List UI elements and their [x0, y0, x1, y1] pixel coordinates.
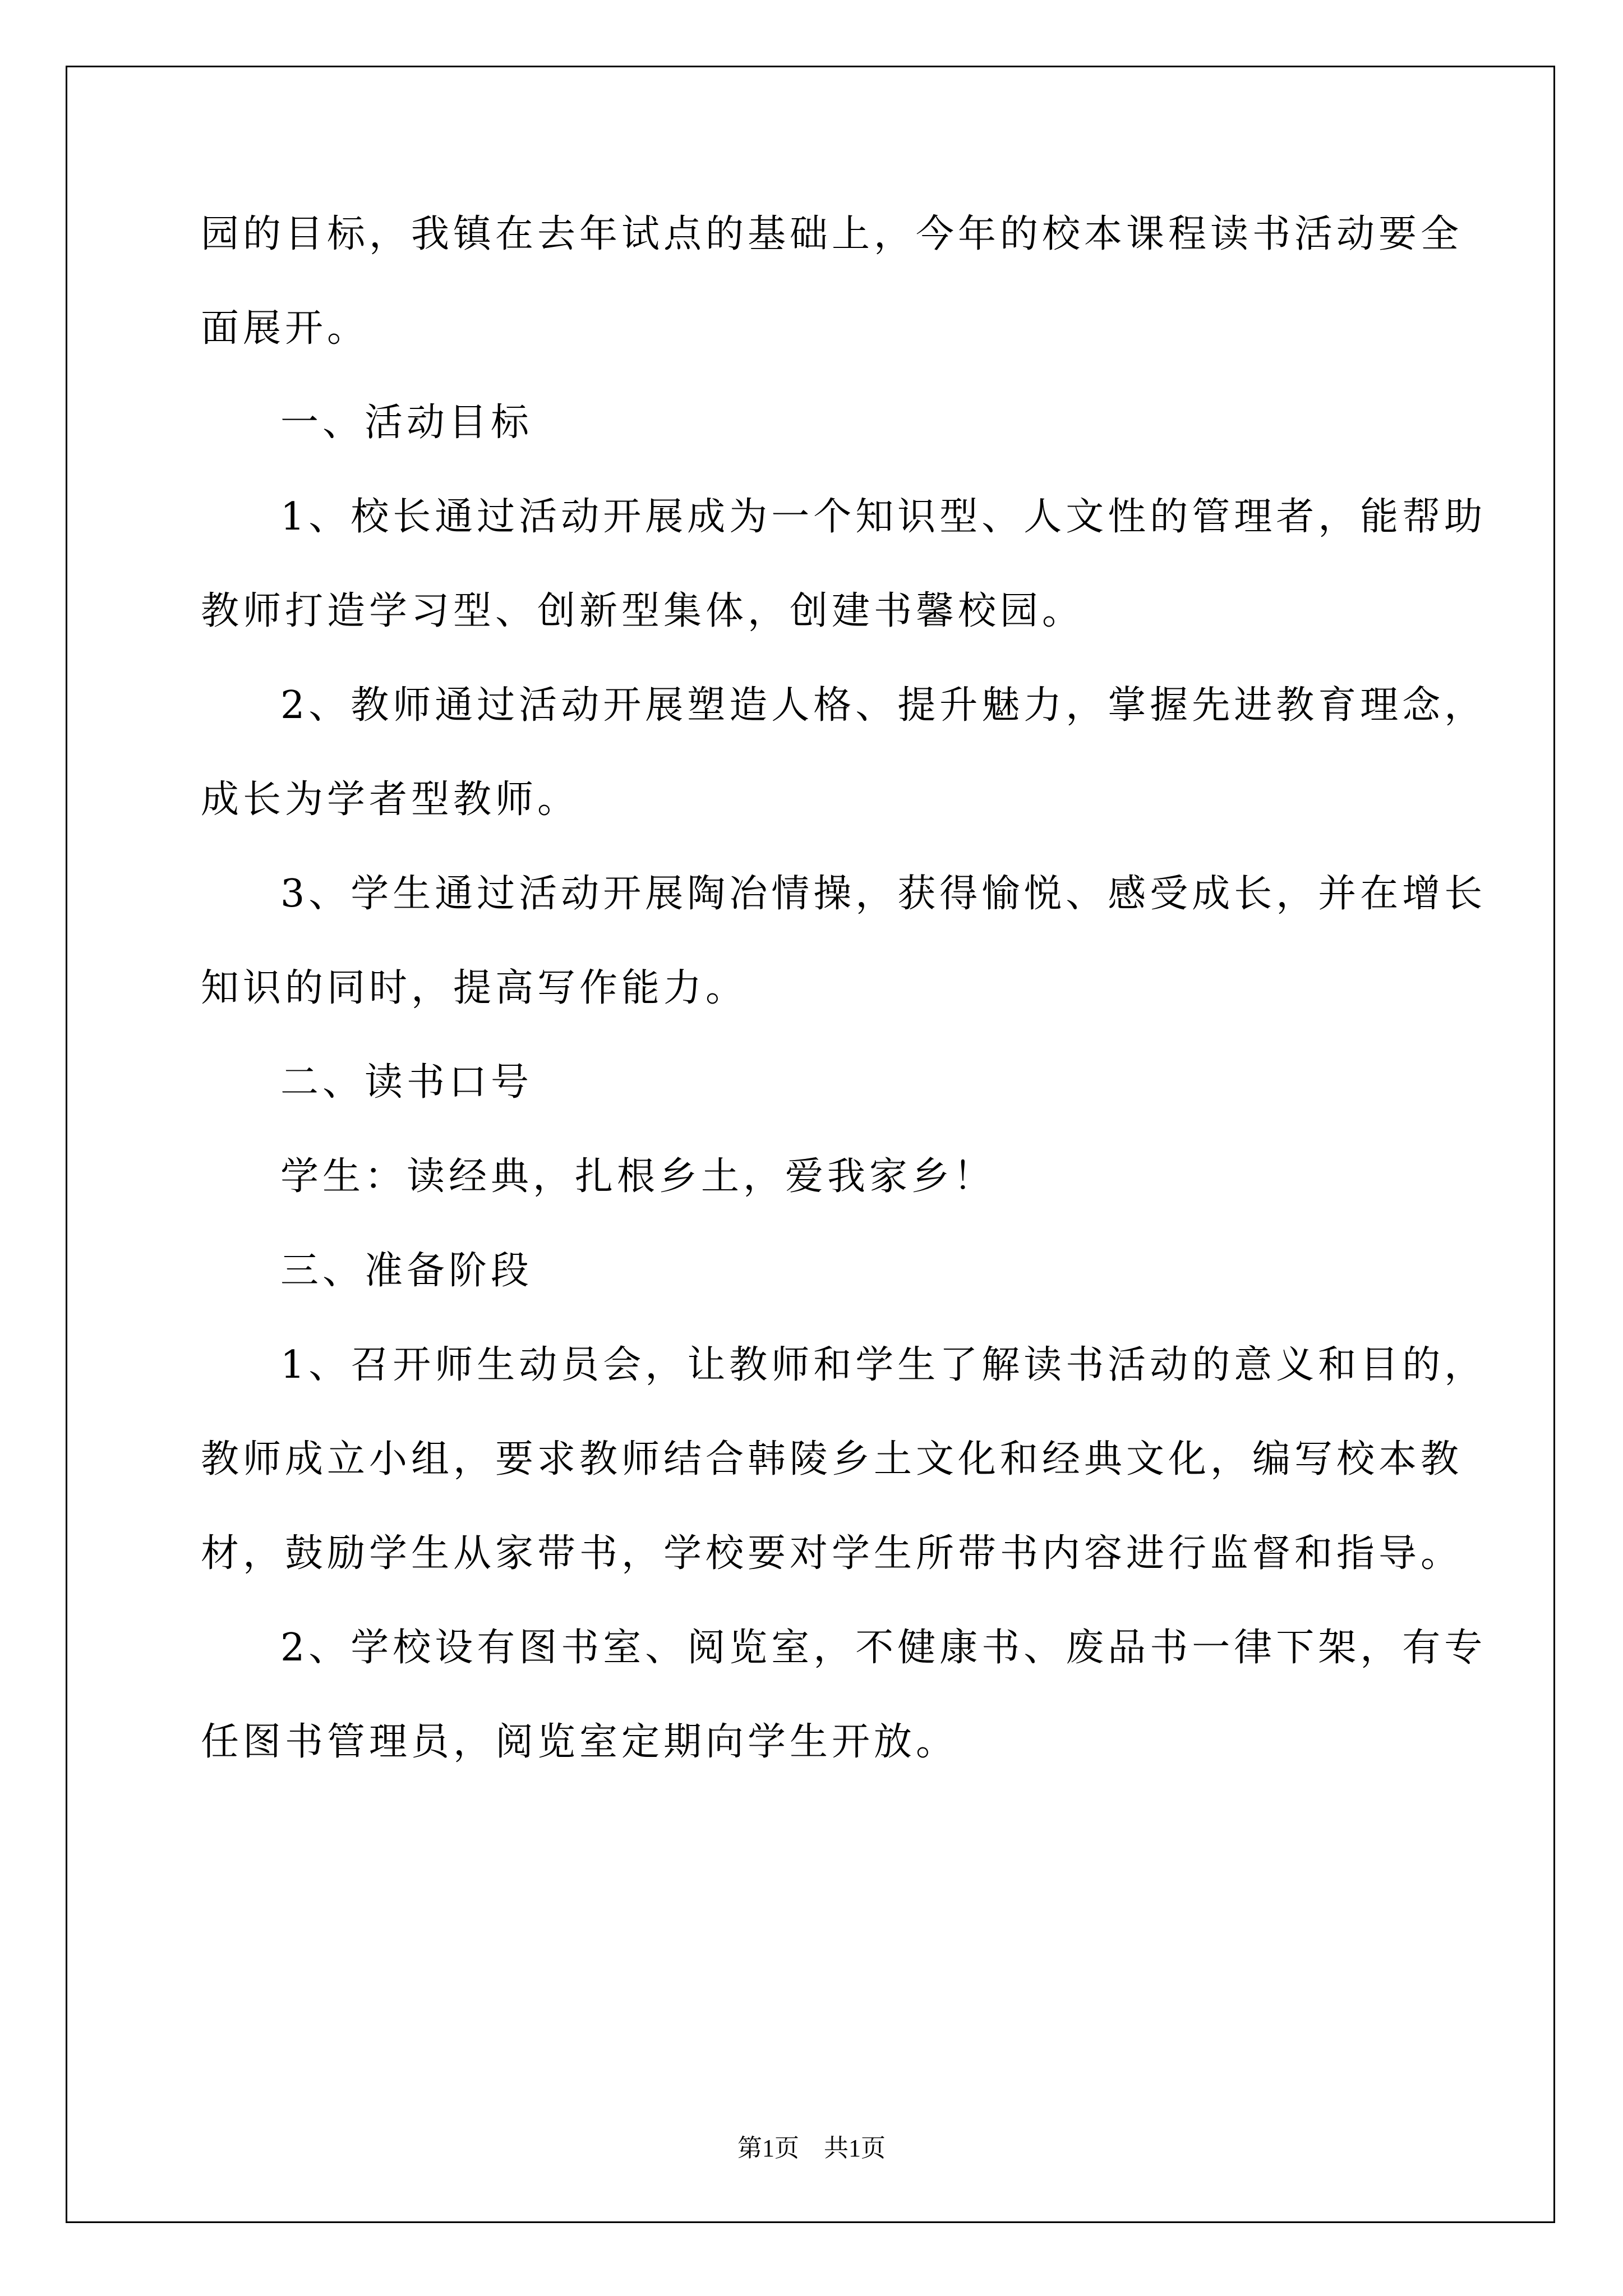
text-line: 园的目标，我镇在去年试点的基础上，今年的校本课程读书活动要全: [201, 212, 1463, 256]
text-line: 面展开。: [201, 306, 370, 351]
section-heading: 一、活动目标: [280, 401, 533, 445]
text-line: 2、教师通过活动开展塑造人格、提升魅力，掌握先进教育理念，: [280, 683, 1487, 728]
text-line: 2、学校设有图书室、阅览室，不健康书、废品书一律下架，有专: [280, 1626, 1487, 1670]
page-border: [66, 66, 1555, 2223]
page-footer: 第1页 共1页: [737, 2134, 886, 2162]
text-line: 任图书管理员，阅览室定期向学生开放。: [201, 1720, 958, 1764]
section-heading: 二、读书口号: [280, 1060, 533, 1105]
text-line: 教师打造学习型、创新型集体，创建书馨校园。: [201, 589, 1085, 633]
text-line: 成长为学者型教师。: [201, 777, 580, 822]
section-heading: 三、准备阶段: [280, 1249, 533, 1293]
text-line: 教师成立小组，要求教师结合韩陵乡土文化和经典文化，编写校本教: [201, 1437, 1463, 1481]
text-line: 知识的同时，提高写作能力。: [201, 966, 748, 1010]
text-line: 1、校长通过活动开展成为一个知识型、人文性的管理者，能帮助: [280, 495, 1487, 539]
text-line: 材，鼓励学生从家带书，学校要对学生所带书内容进行监督和指导。: [201, 1531, 1463, 1576]
text-line: 1、召开师生动员会，让教师和学生了解读书活动的意义和目的，: [280, 1343, 1487, 1387]
text-line: 3、学生通过活动开展陶冶情操，获得愉悦、感受成长，并在增长: [280, 872, 1487, 916]
text-line: 学生：读经典，扎根乡土，爱我家乡！: [280, 1154, 996, 1199]
